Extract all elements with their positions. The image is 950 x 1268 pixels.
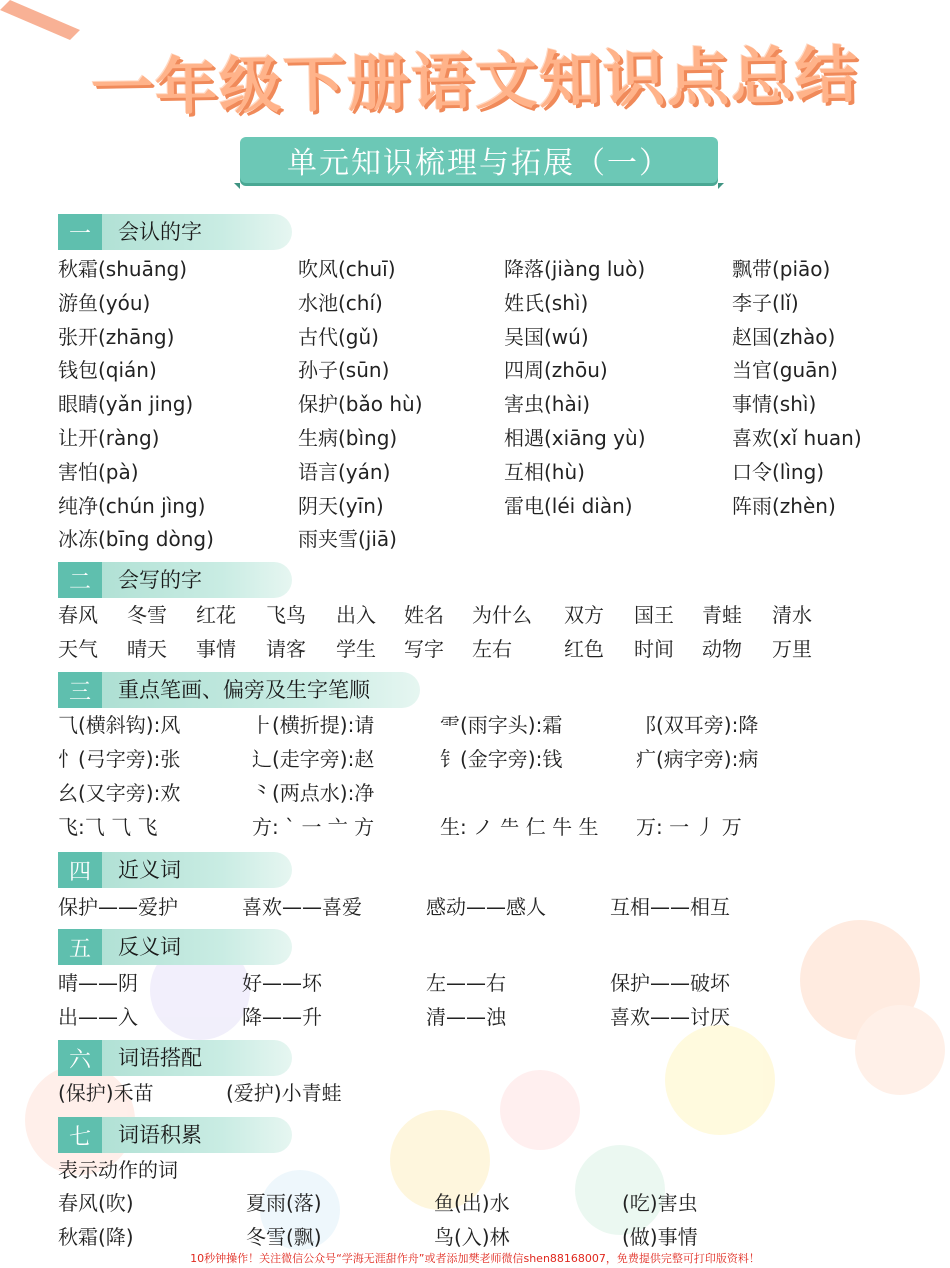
strokes-row-item: 生: ノ ⺧ 仁 牛 生: [440, 815, 599, 839]
recognize-row-item: 害虫(hài): [504, 392, 591, 417]
recognize-row-item: 生病(bìng): [298, 426, 398, 450]
recognize-row-item: 纯净(chún jìng): [58, 493, 206, 518]
collocation-row: [0, 1078, 950, 1108]
section-number: 三: [58, 672, 102, 708]
recognize-row: [0, 254, 950, 284]
recognize-row: [0, 389, 950, 419]
section-header-3: [58, 672, 420, 708]
recognize-row: [0, 457, 950, 487]
synonym-row-item: 保护——爱护: [58, 895, 178, 919]
recognize-row-item: 雨夹雪(jiā): [298, 527, 397, 552]
antonym-row-item: 降——升: [242, 1005, 322, 1029]
recognize-row-item: 飘带(piāo): [732, 257, 831, 281]
section-title: 重点笔画、偏旁及生字笔顺: [118, 678, 370, 702]
accumulate-label-row: [0, 1155, 950, 1185]
section-header-6: [58, 1040, 292, 1076]
recognize-row-item: 眼睛(yǎn jing): [58, 392, 194, 417]
recognize-row: [0, 491, 950, 521]
write-row-item: 国王: [634, 603, 674, 627]
recognize-row-item: 互相(hù): [504, 459, 585, 484]
section-number: 六: [58, 1040, 102, 1076]
recognize-row-item: 相遇(xiāng yù): [504, 426, 646, 450]
section-title: 词语搭配: [118, 1046, 202, 1070]
antonym-row-item: 出——入: [58, 1005, 138, 1029]
section-title: 词语积累: [118, 1123, 202, 1147]
write-row-item: 双方: [564, 603, 604, 627]
write-row-item: 动物: [702, 637, 742, 661]
section-title: 会写的字: [118, 568, 202, 592]
accumulate-row-item: 夏雨(落): [246, 1191, 322, 1215]
strokes-row-item: ⺖(弓字旁):张: [58, 747, 181, 771]
accumulate-row-item: 鱼(出)水: [434, 1191, 510, 1215]
recognize-row-item: 钱包(qián): [58, 358, 157, 383]
antonym-row: [0, 1002, 950, 1032]
section-number: 四: [58, 852, 102, 888]
recognize-row-item: 孙子(sūn): [298, 358, 390, 383]
recognize-row: [0, 423, 950, 453]
strokes-row: [0, 812, 950, 842]
recognize-row-item: 雷电(léi diàn): [504, 493, 633, 518]
recognize-row-item: 古代(gǔ): [298, 324, 379, 349]
strokes-row-item: ⺄(横斜钩):风: [58, 713, 181, 737]
write-row-item: 姓名: [404, 603, 444, 627]
accumulate-row-item: 鸟(入)林: [434, 1225, 510, 1249]
recognize-row-item: 吴国(wú): [504, 324, 589, 349]
antonym-row-item: 清——浊: [426, 1005, 506, 1029]
footer-notice: 10秒钟操作！关注微信公众号“学海无涯甜作舟”或者添加樊老师微信shen88168007，免费提供完整可打印版资料！: [190, 1252, 760, 1265]
strokes-row-item: ⺀(两点水):净: [252, 781, 375, 805]
antonym-row-item: 喜欢——讨厌: [610, 1005, 730, 1029]
collocation-row-item: (保护)禾苗: [58, 1081, 154, 1105]
write-row-item: 天气: [58, 637, 98, 661]
accumulate-row-item: 春风(吹): [58, 1191, 134, 1215]
strokes-row: [0, 778, 950, 808]
recognize-row-item: 喜欢(xǐ huan): [732, 426, 862, 450]
write-row-item: 请客: [266, 637, 306, 661]
strokes-row-item: 飞:⺄ ⺄ 飞: [58, 815, 158, 839]
strokes-row-item: 万: ⼀ ⼃ 万: [636, 815, 742, 839]
write-row-item: 红色: [564, 637, 604, 661]
write-row-item: 事情: [196, 637, 236, 661]
section-header-7: [58, 1117, 292, 1153]
accumulate-row: [0, 1222, 950, 1252]
write-row-item: 出入: [336, 603, 376, 627]
page-title: 一年级下册语文知识点总结: [90, 38, 860, 125]
recognize-row-item: 让开(ràng): [58, 426, 160, 450]
write-row-item: 飞鸟: [266, 603, 306, 627]
recognize-row-item: 语言(yán): [298, 459, 391, 484]
recognize-row-item: 游鱼(yóu): [58, 290, 151, 315]
section-header-5: [58, 929, 292, 965]
subtitle-banner: 单元知识梳理与拓展（一）: [240, 137, 718, 183]
strokes-row-item: ⻐(金字旁):钱: [440, 747, 563, 771]
recognize-row-item: 赵国(zhào): [732, 324, 836, 349]
accumulate-row: [0, 1188, 950, 1218]
recognize-row-item: 四周(zhōu): [504, 358, 608, 383]
antonym-row-item: 好——坏: [242, 971, 322, 995]
strokes-row-item: ⺊(横折提):请: [252, 713, 375, 737]
write-row-item: 清水: [772, 603, 812, 627]
synonym-row-item: 感动——感人: [426, 895, 546, 919]
antonym-row-item: 晴——阴: [58, 971, 138, 995]
section-header-1: [58, 214, 292, 250]
recognize-row-item: 保护(bǎo hù): [298, 392, 423, 417]
write-row-item: 红花: [196, 603, 236, 627]
write-row-item: 晴天: [127, 637, 167, 661]
write-row-item: 为什么: [472, 603, 532, 627]
recognize-row-item: 水池(chí): [298, 290, 383, 315]
collocation-row-item: (爱护)小青蛙: [226, 1081, 342, 1105]
synonym-row: [0, 892, 950, 922]
recognize-row: [0, 322, 950, 352]
section-number: 五: [58, 929, 102, 965]
antonym-row-item: 保护——破坏: [610, 971, 730, 995]
synonym-row-item: 喜欢——喜爱: [242, 895, 362, 919]
recognize-row-item: 冰冻(bīng dòng): [58, 527, 214, 552]
synonym-row-item: 互相——相互: [610, 895, 730, 919]
strokes-row-item: 方: ` ⼀ 亠 方: [252, 815, 375, 839]
accumulate-row-item: 冬雪(飘): [246, 1225, 322, 1249]
write-row-item: 写字: [404, 637, 444, 661]
strokes-row-item: ⻌(走字旁):赵: [252, 747, 375, 771]
recognize-row-item: 姓氏(shì): [504, 290, 589, 315]
section-number: 二: [58, 562, 102, 598]
section-title: 近义词: [118, 858, 181, 882]
recognize-row: [0, 355, 950, 385]
write-row-item: 万里: [772, 637, 812, 661]
recognize-row: [0, 288, 950, 318]
strokes-row: [0, 744, 950, 774]
accumulate-label: 表示动作的词: [58, 1158, 178, 1182]
accumulate-row-item: (吃)害虫: [622, 1191, 698, 1215]
antonym-row: [0, 968, 950, 998]
write-row-item: 时间: [634, 637, 674, 661]
recognize-row-item: 秋霜(shuāng): [58, 257, 188, 281]
section-header-4: [58, 852, 292, 888]
antonym-row-item: 左——右: [426, 971, 506, 995]
write-row: [0, 634, 950, 664]
write-row-item: 学生: [336, 637, 376, 661]
recognize-row-item: 李子(lǐ): [732, 290, 799, 315]
section-number: 一: [58, 214, 102, 250]
write-row-item: 春风: [58, 603, 98, 627]
section-title: 反义词: [118, 935, 181, 959]
write-row-item: 左右: [472, 637, 512, 661]
recognize-row-item: 阵雨(zhèn): [732, 493, 836, 518]
section-header-2: [58, 562, 292, 598]
strokes-row-item: ⻗(雨字头):霜: [440, 713, 563, 737]
strokes-row: [0, 710, 950, 740]
recognize-row-item: 事情(shì): [732, 392, 817, 417]
recognize-row-item: 当官(guān): [732, 358, 838, 383]
strokes-row-item: ⺓(又字旁):欢: [58, 781, 181, 805]
recognize-row-item: 降落(jiàng luò): [504, 257, 646, 281]
recognize-row: [0, 524, 950, 554]
recognize-row-item: 口令(lìng): [732, 459, 825, 484]
accumulate-row-item: (做)事情: [622, 1225, 698, 1249]
recognize-row-item: 阴天(yīn): [298, 493, 384, 518]
strokes-row-item: ⻏(双耳旁):降: [636, 713, 759, 737]
write-row-item: 冬雪: [127, 603, 167, 627]
recognize-row-item: 张开(zhāng): [58, 324, 175, 349]
strokes-row-item: ⽧(病字旁):病: [636, 747, 759, 771]
accumulate-row-item: 秋霜(降): [58, 1225, 134, 1249]
section-title: 会认的字: [118, 220, 202, 244]
write-row: [0, 600, 950, 630]
write-row-item: 青蛙: [702, 603, 742, 627]
recognize-row-item: 害怕(pà): [58, 459, 139, 484]
section-number: 七: [58, 1117, 102, 1153]
recognize-row-item: 吹风(chuī): [298, 257, 396, 281]
